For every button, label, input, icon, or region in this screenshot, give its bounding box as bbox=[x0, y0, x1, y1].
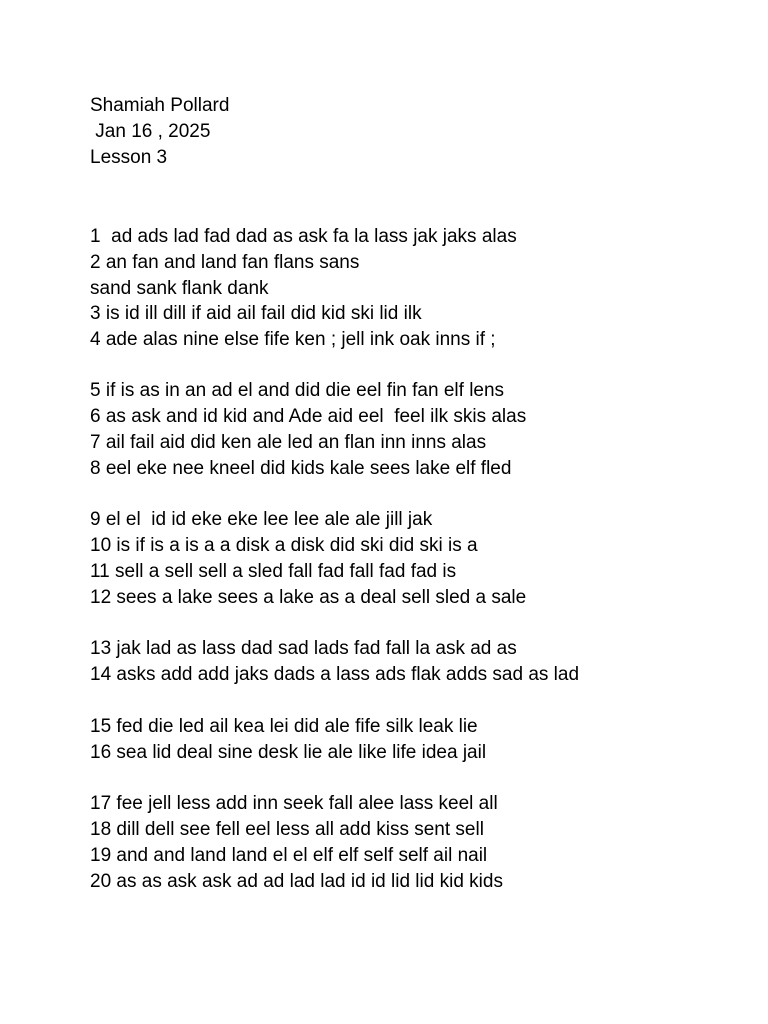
practice-line-4: 4 ade alas nine else fife ken ; jell ink oak inns if ; bbox=[90, 329, 496, 350]
practice-line-18: 18 dill dell see fell eel less all add kiss sent sell bbox=[90, 819, 484, 840]
practice-line-1: 1 ad ads lad fad dad as ask fa la lass jak jaks alas bbox=[90, 226, 517, 247]
practice-line-13: 13 jak lad as lass dad sad lads fad fall la ask ad as bbox=[90, 638, 517, 659]
practice-line-9: 9 el el id id eke eke lee lee ale ale jill jak bbox=[90, 509, 433, 530]
practice-line-14: 14 asks add add jaks dads a lass ads flak adds sad as lad bbox=[90, 664, 580, 685]
practice-line-5: 5 if is as in an ad el and did die eel fin fan elf lens bbox=[90, 380, 505, 401]
practice-line-12: 12 sees a lake sees a lake as a deal sell sled a sale bbox=[90, 587, 527, 608]
practice-line-11: 11 sell a sell sell a sled fall fad fall fad fad is bbox=[90, 561, 457, 582]
practice-line-10: 10 is if is a is a a disk a disk did ski did ski is a bbox=[90, 535, 478, 556]
document-date: Jan 16 , 2025 bbox=[90, 121, 211, 142]
practice-line-8: 8 eel eke nee kneel did kids kale sees lake elf fled bbox=[90, 458, 512, 479]
practice-line-6: 6 as ask and id kid and Ade aid eel feel ilk skis alas bbox=[90, 406, 527, 427]
author-name: Shamiah Pollard bbox=[90, 95, 230, 116]
practice-line-2: 2 an fan and land fan flans sans bbox=[90, 252, 360, 273]
practice-line-20: 20 as as ask ask ad ad lad lad id id lid lid kid kids bbox=[90, 871, 503, 892]
practice-line-17: 17 fee jell less add inn seek fall alee lass keel all bbox=[90, 793, 498, 814]
practice-line-2-continued: sand sank flank dank bbox=[90, 278, 269, 299]
practice-line-15: 15 fed die led ail kea lei did ale fife silk leak lie bbox=[90, 716, 478, 737]
practice-line-16: 16 sea lid deal sine desk lie ale like life idea jail bbox=[90, 742, 487, 763]
practice-line-19: 19 and and land land el el elf elf self self ail nail bbox=[90, 845, 488, 866]
practice-line-7: 7 ail fail aid did ken ale led an flan inn inns alas bbox=[90, 432, 487, 453]
practice-line-3: 3 is id ill dill if aid ail fail did kid ski lid ilk bbox=[90, 303, 422, 324]
lesson-title: Lesson 3 bbox=[90, 147, 168, 168]
